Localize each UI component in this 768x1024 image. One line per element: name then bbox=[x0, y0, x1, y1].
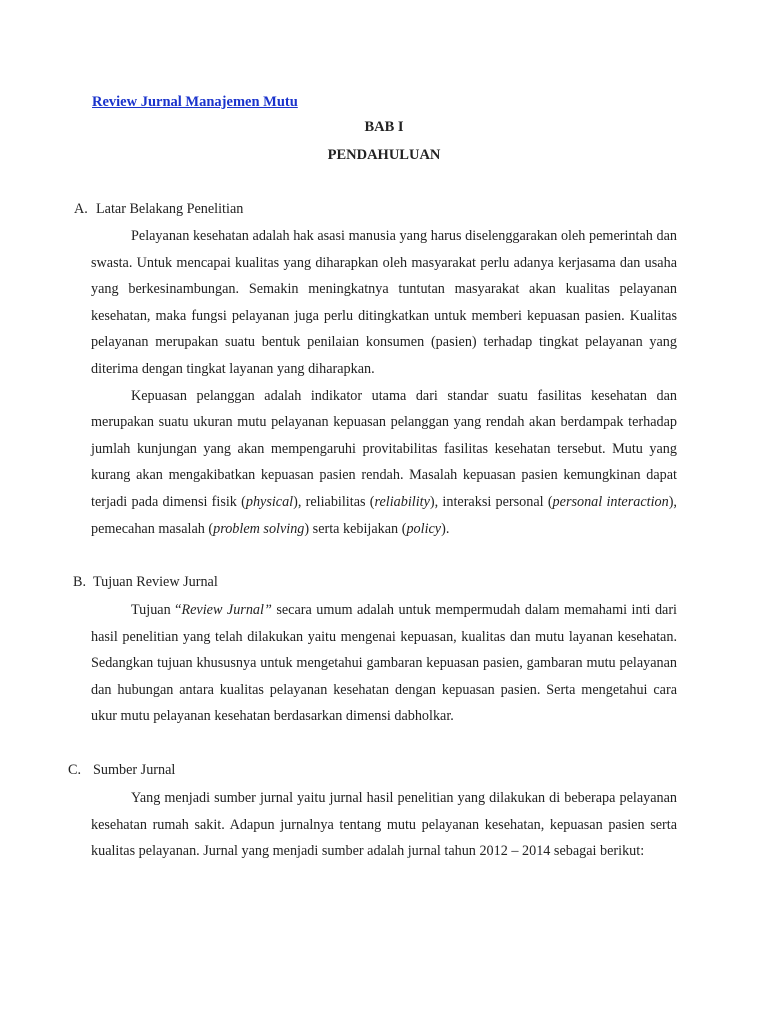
chapter-number: BAB I bbox=[364, 119, 404, 135]
chapter-title: PENDAHULUAN bbox=[327, 147, 441, 163]
section-b-title: Tujuan Review Jurnal bbox=[93, 574, 218, 590]
section-b-heading bbox=[73, 574, 218, 591]
section-b-letter: B. bbox=[73, 574, 87, 590]
section-c-body bbox=[91, 785, 677, 865]
section-b-body bbox=[91, 597, 677, 730]
section-a-paragraph-1: Pelayanan kesehatan adalah hak asasi manusia yang harus diselenggarakan oleh pemerintah dan swasta. Untuk mencapai kualitas yang diharapkan oleh masyarakat perlu adanya kerjasama dan usaha yang berkesinambungan. Semakin meningkatnya tuntutan masyarakat akan kualitas pelayanan kesehatan, maka fungsi pelayanan juga perlu ditingkatkan untuk memberi kepuasan pasien. Kualitas pelayanan merupakan suatu bentuk penilaian konsumen (pasien) terhadap tingkat pelayanan yang diterima dengan tingkat layanan yang diharapkan. bbox=[91, 228, 677, 377]
section-a-paragraph-2: Kepuasan pelanggan adalah indikator utama dari standar suatu fasilitas kesehatan dan merupakan suatu ukuran mutu pelayanan kepuasan pelanggan yang rendah akan berdampak terhadap jumlah kunjungan yang akan mempengaruhi provitabilitas fasilitas kesehatan tersebut. Mutu yang kurang akan mengakibatkan kepuasan pasien rendah. Masalah kepuasan pasien kemungkinan dapat terjadi pada dimensi fisik (physical), reliabilitas (reliability), interaksi personal (personal interaction), pemecahan masalah (problem solving) serta kebijakan (policy). bbox=[91, 387, 677, 537]
section-c-title: Sumber Jurnal bbox=[93, 762, 176, 778]
section-b-paragraph-1: Tujuan “Review Jurnal” secara umum adalah untuk mempermudah dalam memahami inti dari hasil penelitian yang telah dilakukan yaitu mengenai kepuasan, kualitas dan mutu layanan kesehatan. Sedangkan tujuan khususnya untuk mengetahui gambaran kepuasan pasien, gambaran mutu pelayanan dan hubungan antara kualitas pelayanan kesehatan dengan kepuasan pasien. Serta mengetahui cara ukur mutu pelayanan kesehatan berdasarkan dimensi dabholkar. bbox=[91, 602, 677, 725]
section-a-title: Latar Belakang Penelitian bbox=[96, 201, 244, 217]
document-title-link[interactable]: Review Jurnal Manajemen Mutu bbox=[92, 94, 298, 110]
section-c-heading bbox=[68, 762, 175, 779]
section-a-letter: A. bbox=[74, 201, 88, 217]
section-c-paragraph-1: Yang menjadi sumber jurnal yaitu jurnal hasil penelitian yang dilakukan di beberapa pelayanan kesehatan rumah sakit. Adapun jurnalnya tentang mutu pelayanan kesehatan, kepuasan pasien serta kualitas pelayanan. Jurnal yang menjadi sumber adalah jurnal tahun 2012 – 2014 sebagai berikut: bbox=[91, 790, 677, 860]
section-a-body bbox=[91, 223, 677, 542]
section-a-heading bbox=[74, 201, 243, 218]
section-c-letter: C. bbox=[68, 762, 82, 778]
